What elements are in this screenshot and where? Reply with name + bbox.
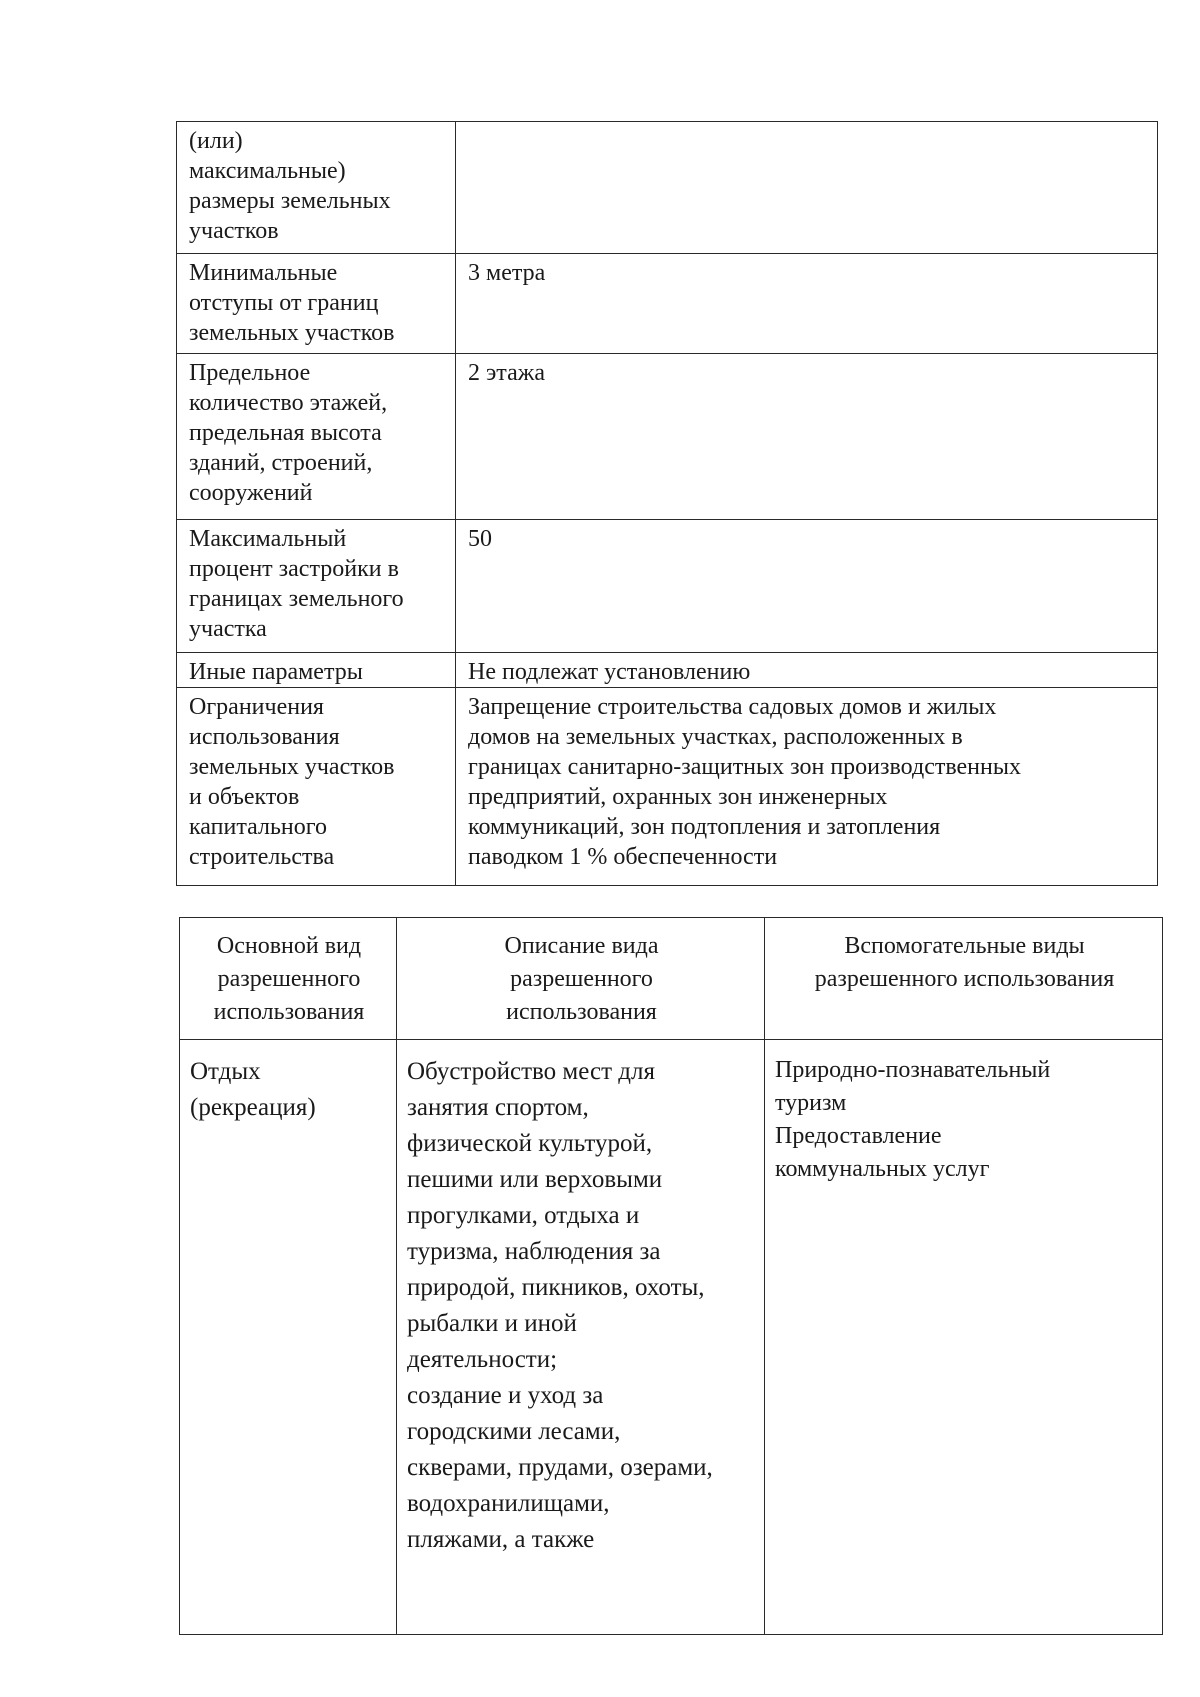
parameter-label: Максимальный процент застройки в границах земельного участка <box>189 526 404 642</box>
parameter-label-cell <box>177 254 456 354</box>
description-text: Обустройство мест для занятия спортом, физической культурой, пешими или верховыми прогулками, отдыха и туризма, наблюдения за природой, пикников, охоты, рыбалки и иной деятельности; создание и уход за городскими лесами, скверами, прудами, озерами, водохранилищами, пляжами, а также <box>407 1058 713 1553</box>
column-header-label: Описание вида разрешенного использования <box>504 933 659 1025</box>
table-row <box>180 1040 1163 1635</box>
column-header-main-use <box>180 918 397 1040</box>
main-use-text: Отдых (рекреация) <box>190 1058 316 1121</box>
main-use-cell <box>180 1040 397 1635</box>
parameter-label: Предельное количество этажей, предельная высота зданий, строений, сооружений <box>189 360 388 506</box>
column-header-label: Вспомогательные виды разрешенного использования <box>814 933 1115 992</box>
parameter-value: 2 этажа <box>468 360 545 386</box>
table-row <box>177 653 1158 688</box>
parameter-value-cell <box>456 122 1158 254</box>
table-row <box>177 520 1158 653</box>
parameter-label-cell <box>177 122 456 254</box>
parameter-label-cell <box>177 354 456 520</box>
parameter-label-cell <box>177 520 456 653</box>
parameter-label: Иные параметры <box>189 659 363 685</box>
parameter-value: Не подлежат установлению <box>468 659 751 685</box>
parameter-label: Ограничения использования земельных участков и объектов капитального строительства <box>189 694 395 870</box>
table-row <box>177 122 1158 254</box>
auxiliary-uses-text: Природно-познавательный туризм Предоставление коммунальных услуг <box>775 1057 1051 1182</box>
parameter-value-cell <box>456 354 1158 520</box>
permitted-uses-table <box>179 917 1163 1635</box>
parameter-value: 3 метра <box>468 260 546 286</box>
parameter-value-cell <box>456 688 1158 886</box>
description-cell <box>397 1040 765 1635</box>
column-header-auxiliary-uses <box>765 918 1163 1040</box>
parameter-label-cell <box>177 688 456 886</box>
table-row <box>177 254 1158 354</box>
parameter-label: (или) максимальные) размеры земельных участков <box>189 128 391 244</box>
zone-parameters-table <box>176 121 1158 886</box>
parameter-value-cell <box>456 254 1158 354</box>
table-header-row <box>180 918 1163 1040</box>
parameter-value: Запрещение строительства садовых домов и жилых домов на земельных участках, расположенных в границах санитарно-защитных зон производственных предприятий, охранных зон инженерных коммуникаций, зон подтопления и затопления паводком 1 % обеспеченности <box>468 694 1021 870</box>
parameter-label: Минимальные отступы от границ земельных участков <box>189 260 395 346</box>
parameter-value-cell <box>456 520 1158 653</box>
column-header-description <box>397 918 765 1040</box>
auxiliary-uses-cell <box>765 1040 1163 1635</box>
table-row <box>177 688 1158 886</box>
column-header-label: Основной вид разрешенного использования <box>213 933 365 1025</box>
parameter-value: 50 <box>468 526 492 552</box>
parameter-value-cell <box>456 653 1158 688</box>
parameter-label-cell <box>177 653 456 688</box>
table-row <box>177 354 1158 520</box>
